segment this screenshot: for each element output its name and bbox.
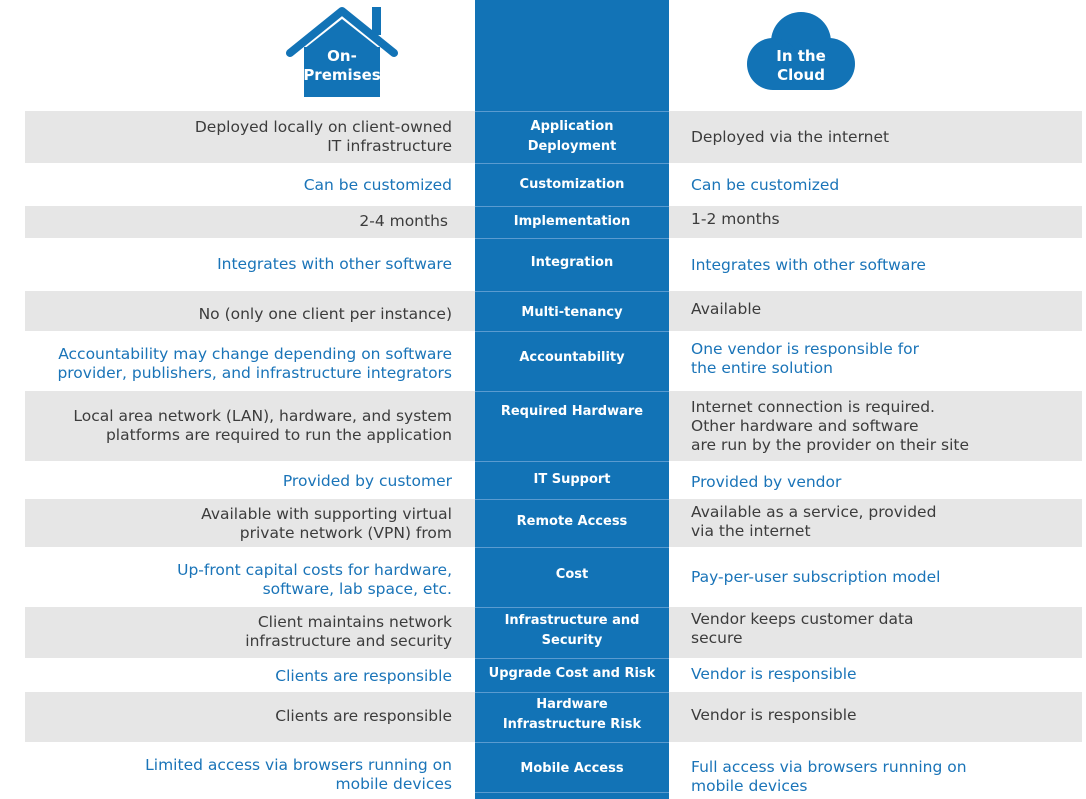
cloud-cell: Full access via browsers running on mobile devices [691,758,967,795]
cloud-cell: Vendor is responsible [691,705,857,724]
on-premises-label: On- Premises [303,47,381,84]
on-premises-cell: 2-4 months [359,211,448,230]
on-premises-cell: Up-front capital costs for hardware, software, lab space, etc. [177,561,452,598]
cloud-cell: Integrates with other software [691,255,926,274]
in-the-cloud-label: In the Cloud [776,47,826,84]
feature-label: Application Deployment [527,119,617,154]
row-divider [475,547,669,548]
cloud-cell: Vendor keeps customer data secure [691,610,914,647]
on-premises-cell: Can be customized [303,175,452,194]
feature-label: Mobile Access [520,761,624,776]
cloud-cell: Can be customized [691,175,840,194]
feature-label: Remote Access [516,514,628,529]
cloud-cell: Available as a service, provided via the internet [691,503,937,540]
on-premises-cell: Accountability may change depending on software provider, publishers, and infrastructure integrators [57,345,452,382]
row-divider [475,163,669,164]
row-divider [475,291,669,292]
row-divider [475,607,669,608]
row-divider [475,391,669,392]
cloud-cell: Pay-per-user subscription model [691,567,941,586]
on-premises-cell: Client maintains network infrastructure and security [245,613,452,650]
on-premises-cell: Available with supporting virtual private network (VPN) from [201,505,452,542]
cloud-cell: Vendor is responsible [691,664,857,683]
cloud-cell: Provided by vendor [691,472,842,491]
feature-label: IT Support [533,472,611,487]
on-premises-cell: Provided by customer [282,471,452,490]
on-premises-cell: Deployed locally on client-owned IT infrastructure [194,118,452,155]
row-divider [475,742,669,743]
row-divider [475,331,669,332]
row-divider [475,658,669,659]
feature-label: Multi-tenancy [521,305,623,320]
feature-label: Hardware Infrastructure Risk [502,697,642,732]
on-premises-cell: Clients are responsible [275,666,452,685]
cloud-cell: 1-2 months [691,209,780,228]
on-premises-cell: No (only one client per instance) [198,304,452,323]
feature-label: Customization [519,177,625,192]
feature-label: Implementation [513,214,631,229]
cloud-cell: One vendor is responsible for the entire solution [691,340,920,377]
feature-label: Required Hardware [500,404,644,419]
on-premises-cell: Limited access via browsers running on mobile devices [145,756,452,793]
feature-label: Cost [555,567,589,582]
row-divider [475,238,669,239]
on-premises-cell: Integrates with other software [217,254,452,273]
cloud-cell: Internet connection is required. Other hardware and software are run by the provider on their site [691,397,970,454]
feature-label: Upgrade Cost and Risk [488,666,656,681]
on-premises-cell: Local area network (LAN), hardware, and system platforms are required to run the application [73,407,452,444]
row-divider [475,499,669,500]
feature-label: Infrastructure and Security [504,613,640,648]
feature-label: Accountability [519,350,625,365]
cloud-cell: Deployed via the internet [691,127,890,146]
row-divider [475,792,669,793]
feature-label: Integration [530,255,614,270]
on-premises-cell: Clients are responsible [275,706,452,725]
cloud-cell: Available [691,299,762,318]
row-divider [475,461,669,462]
